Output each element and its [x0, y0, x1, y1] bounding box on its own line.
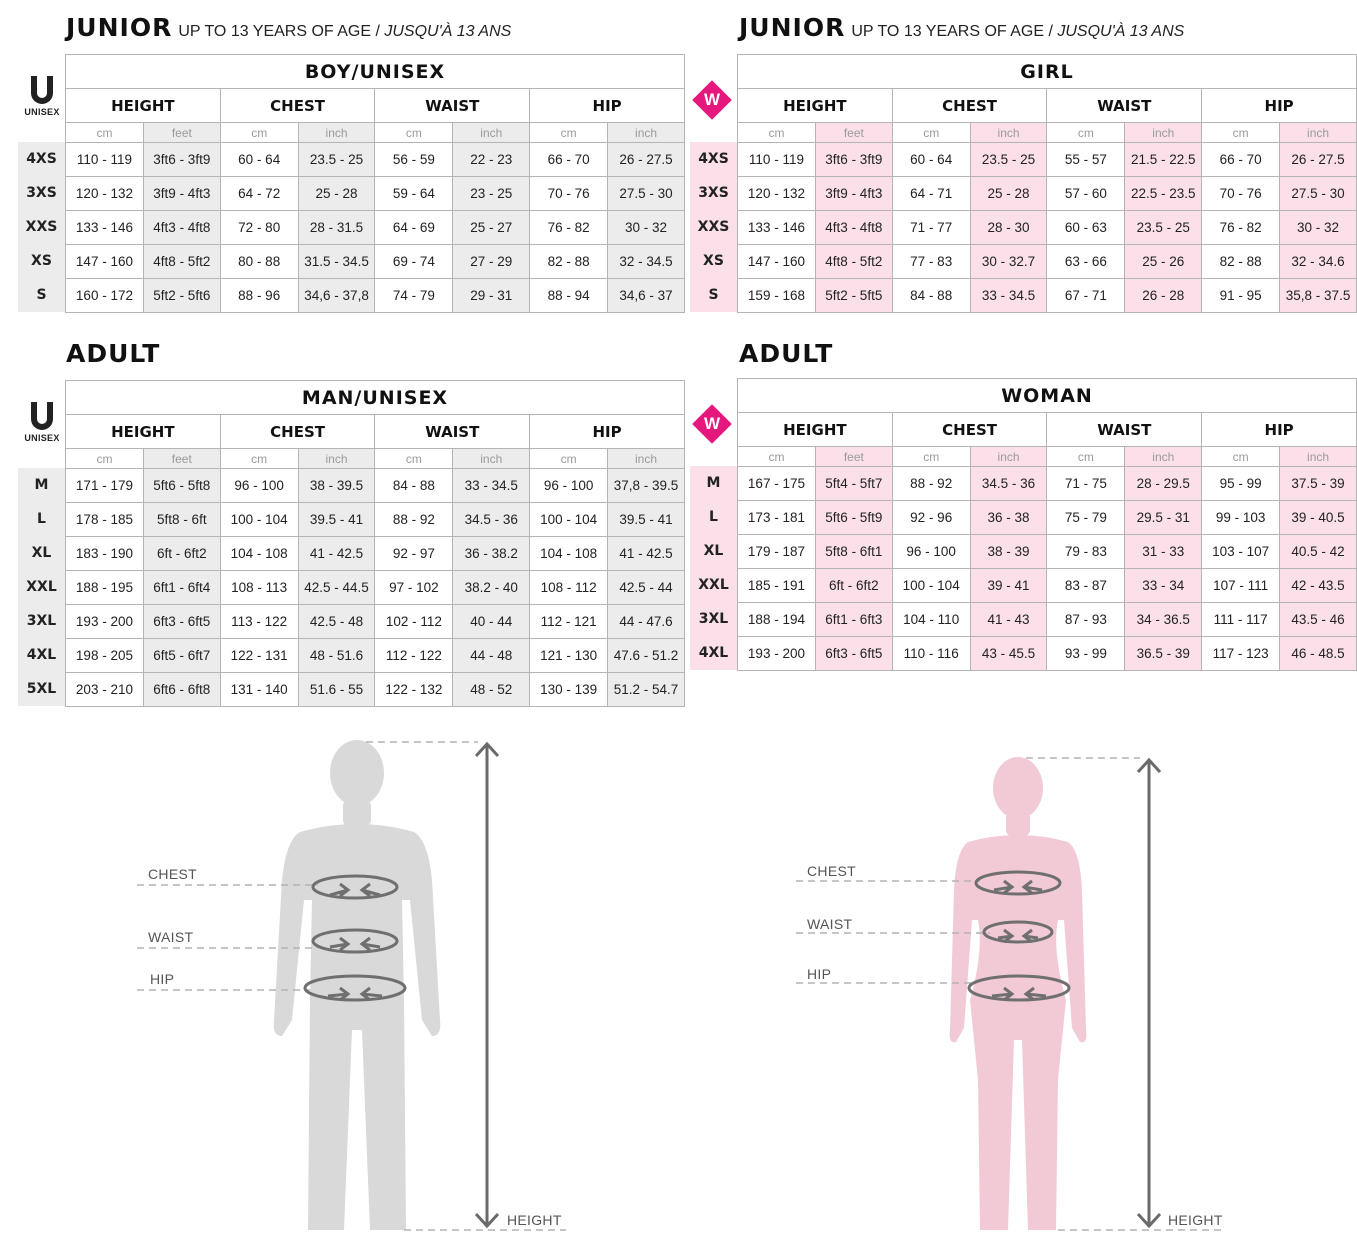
- table-cell: 82 - 88: [1202, 245, 1280, 279]
- female-hip-label: HIP: [807, 966, 832, 982]
- unit-label: cm: [738, 123, 816, 143]
- table-cell: 110 - 119: [66, 143, 144, 177]
- size-label: 4XS: [690, 142, 737, 176]
- table-cell: 41 - 43: [970, 603, 1047, 637]
- unit-label: cm: [1202, 447, 1280, 467]
- table-cell: 147 - 160: [738, 245, 816, 279]
- table-cell: 122 - 132: [375, 673, 453, 707]
- table-cell: 5ft8 - 6ft1: [815, 535, 892, 569]
- unit-label: feet: [143, 123, 220, 143]
- table-cell: 37.5 - 39: [1280, 467, 1357, 501]
- table-cell: 70 - 76: [530, 177, 608, 211]
- table-cell: 36.5 - 39: [1125, 637, 1202, 671]
- unit-label: cm: [220, 123, 298, 143]
- unit-label: cm: [738, 447, 816, 467]
- table-cell: 27.5 - 30: [608, 177, 685, 211]
- size-label: XL: [18, 536, 65, 570]
- table-cell: 6ft6 - 6ft8: [143, 673, 220, 707]
- women-letter: W: [703, 90, 721, 109]
- column-group-hip: HIP: [530, 89, 685, 123]
- table-cell: 28 - 31.5: [298, 211, 375, 245]
- column-group-hip: HIP: [1202, 89, 1357, 123]
- table-cell: 75 - 79: [1047, 501, 1125, 535]
- column-group-waist: WAIST: [375, 89, 530, 123]
- size-label: 3XS: [18, 176, 65, 210]
- table-cell: 108 - 112: [530, 571, 608, 605]
- table-cell: 42 - 43.5: [1280, 569, 1357, 603]
- table-cell: 84 - 88: [892, 279, 970, 313]
- column-group-hip: HIP: [1202, 413, 1357, 447]
- table-cell: 70 - 76: [1202, 177, 1280, 211]
- table-cell: 26 - 27.5: [1280, 143, 1357, 177]
- table-cell: 36 - 38: [970, 501, 1047, 535]
- unit-label: cm: [530, 123, 608, 143]
- table-cell: 64 - 71: [892, 177, 970, 211]
- column-group-waist: WAIST: [1047, 413, 1202, 447]
- size-label: S: [690, 278, 737, 312]
- table-cell: 42.5 - 44.5: [298, 571, 375, 605]
- unit-label: cm: [892, 447, 970, 467]
- table-cell: 100 - 104: [530, 503, 608, 537]
- column-group-height: HEIGHT: [66, 89, 221, 123]
- table-cell: 193 - 200: [738, 637, 816, 671]
- table-cell: 5ft8 - 6ft: [143, 503, 220, 537]
- table-cell: 97 - 102: [375, 571, 453, 605]
- table-cell: 133 - 146: [738, 211, 816, 245]
- unit-label: inch: [453, 123, 530, 143]
- table-cell: 203 - 210: [66, 673, 144, 707]
- unit-label: cm: [1202, 123, 1280, 143]
- size-label: XXS: [18, 210, 65, 244]
- size-label: 4XL: [690, 636, 737, 670]
- table-cell: 84 - 88: [375, 469, 453, 503]
- unit-label: cm: [66, 449, 144, 469]
- unit-label: cm: [1047, 447, 1125, 467]
- size-label: M: [18, 468, 65, 502]
- unit-label: cm: [892, 123, 970, 143]
- table-cell: 29 - 31: [453, 279, 530, 313]
- unit-label: feet: [815, 123, 892, 143]
- table-cell: 167 - 175: [738, 467, 816, 501]
- table-cell: 117 - 123: [1202, 637, 1280, 671]
- unisex-caption: UNISEX: [24, 433, 60, 443]
- table-cell: 160 - 172: [66, 279, 144, 313]
- table-cell: 6ft - 6ft2: [815, 569, 892, 603]
- unit-label: inch: [1280, 123, 1357, 143]
- table-cell: 91 - 95: [1202, 279, 1280, 313]
- table-cell: 27.5 - 30: [1280, 177, 1357, 211]
- table-cell: 59 - 64: [375, 177, 453, 211]
- table-cell: 93 - 99: [1047, 637, 1125, 671]
- table-cell: 60 - 64: [220, 143, 298, 177]
- table-cell: 34 - 36.5: [1125, 603, 1202, 637]
- column-group-height: HEIGHT: [738, 89, 893, 123]
- size-label: XS: [690, 244, 737, 278]
- table-cell: 88 - 92: [375, 503, 453, 537]
- table-cell: 183 - 190: [66, 537, 144, 571]
- unit-label: cm: [1047, 123, 1125, 143]
- table-cell: 3ft9 - 4ft3: [143, 177, 220, 211]
- table-cell: 77 - 83: [892, 245, 970, 279]
- table-cell: 23.5 - 25: [298, 143, 375, 177]
- column-group-waist: WAIST: [1047, 89, 1202, 123]
- table-cell: 171 - 179: [66, 469, 144, 503]
- table-cell: 38 - 39.5: [298, 469, 375, 503]
- table-cell: 38 - 39: [970, 535, 1047, 569]
- table-cell: 4ft8 - 5ft2: [815, 245, 892, 279]
- table-title: WOMAN: [738, 379, 1357, 413]
- size-label: 5XL: [18, 672, 65, 706]
- table-cell: 96 - 100: [892, 535, 970, 569]
- column-group-chest: CHEST: [220, 89, 375, 123]
- size-label: M: [690, 466, 737, 500]
- size-label: XL: [690, 534, 737, 568]
- female-chest-label: CHEST: [807, 863, 856, 879]
- unit-label: inch: [1280, 447, 1357, 467]
- table-cell: 60 - 64: [892, 143, 970, 177]
- unit-label: inch: [298, 123, 375, 143]
- table-cell: 173 - 181: [738, 501, 816, 535]
- size-label: L: [690, 500, 737, 534]
- table-cell: 32 - 34.5: [608, 245, 685, 279]
- table-cell: 92 - 97: [375, 537, 453, 571]
- table-cell: 66 - 70: [530, 143, 608, 177]
- table-title: GIRL: [738, 55, 1357, 89]
- table-cell: 5ft2 - 5ft6: [143, 279, 220, 313]
- table-cell: 39 - 40.5: [1280, 501, 1357, 535]
- female-height-arrow: [1138, 760, 1160, 1226]
- table-cell: 34.5 - 36: [453, 503, 530, 537]
- unit-label: cm: [375, 123, 453, 143]
- table-cell: 88 - 96: [220, 279, 298, 313]
- table-title: MAN/UNISEX: [66, 381, 685, 415]
- table-cell: 95 - 99: [1202, 467, 1280, 501]
- unit-label: feet: [143, 449, 220, 469]
- table-cell: 88 - 94: [530, 279, 608, 313]
- table-cell: 23 - 25: [453, 177, 530, 211]
- women-letter: W: [703, 414, 721, 433]
- table-cell: 69 - 74: [375, 245, 453, 279]
- table-cell: 25 - 26: [1125, 245, 1202, 279]
- table-cell: 33 - 34.5: [970, 279, 1047, 313]
- table-cell: 64 - 69: [375, 211, 453, 245]
- table-cell: 71 - 75: [1047, 467, 1125, 501]
- table-cell: 107 - 111: [1202, 569, 1280, 603]
- table-cell: 100 - 104: [892, 569, 970, 603]
- size-label: 4XS: [18, 142, 65, 176]
- table-cell: 6ft1 - 6ft4: [143, 571, 220, 605]
- table-cell: 108 - 113: [220, 571, 298, 605]
- table-cell: 48 - 51.6: [298, 639, 375, 673]
- size-label: XXL: [690, 568, 737, 602]
- table-cell: 159 - 168: [738, 279, 816, 313]
- table-cell: 133 - 146: [66, 211, 144, 245]
- unit-label: cm: [375, 449, 453, 469]
- table-cell: 87 - 93: [1047, 603, 1125, 637]
- table-cell: 188 - 194: [738, 603, 816, 637]
- table-cell: 104 - 108: [220, 537, 298, 571]
- table-cell: 51.6 - 55: [298, 673, 375, 707]
- table-cell: 39.5 - 41: [608, 503, 685, 537]
- size-label: XXS: [690, 210, 737, 244]
- table-cell: 102 - 112: [375, 605, 453, 639]
- table-cell: 22 - 23: [453, 143, 530, 177]
- table-cell: 39 - 41: [970, 569, 1047, 603]
- table-cell: 3ft9 - 4ft3: [815, 177, 892, 211]
- table-cell: 25 - 28: [970, 177, 1047, 211]
- table-cell: 34.5 - 36: [970, 467, 1047, 501]
- table-cell: 26 - 28: [1125, 279, 1202, 313]
- table-cell: 112 - 122: [375, 639, 453, 673]
- table-cell: 34,6 - 37,8: [298, 279, 375, 313]
- table-cell: 60 - 63: [1047, 211, 1125, 245]
- table-cell: 32 - 34.6: [1280, 245, 1357, 279]
- table-cell: 193 - 200: [66, 605, 144, 639]
- size-label: 3XL: [18, 604, 65, 638]
- unit-label: inch: [970, 447, 1047, 467]
- table-cell: 5ft6 - 5ft8: [143, 469, 220, 503]
- table-cell: 63 - 66: [1047, 245, 1125, 279]
- table-title: BOY/UNISEX: [66, 55, 685, 89]
- table-cell: 76 - 82: [1202, 211, 1280, 245]
- male-figure: [274, 740, 441, 1230]
- unit-label: inch: [608, 123, 685, 143]
- table-cell: 179 - 187: [738, 535, 816, 569]
- table-cell: 6ft5 - 6ft7: [143, 639, 220, 673]
- table-cell: 35,8 - 37.5: [1280, 279, 1357, 313]
- unit-label: feet: [815, 447, 892, 467]
- table-cell: 198 - 205: [66, 639, 144, 673]
- column-group-chest: CHEST: [220, 415, 375, 449]
- column-group-hip: HIP: [530, 415, 685, 449]
- table-cell: 6ft - 6ft2: [143, 537, 220, 571]
- column-group-waist: WAIST: [375, 415, 530, 449]
- table-cell: 42.5 - 48: [298, 605, 375, 639]
- unit-label: cm: [220, 449, 298, 469]
- size-label: S: [18, 278, 65, 312]
- table-cell: 83 - 87: [1047, 569, 1125, 603]
- size-label: 3XS: [690, 176, 737, 210]
- subtitle-en: UP TO 13 YEARS OF AGE /: [178, 23, 385, 40]
- table-cell: 113 - 122: [220, 605, 298, 639]
- table-cell: 3ft6 - 3ft9: [143, 143, 220, 177]
- table-cell: 41 - 42.5: [608, 537, 685, 571]
- table-cell: 6ft1 - 6ft3: [815, 603, 892, 637]
- unisex-caption: UNISEX: [24, 107, 60, 117]
- column-group-chest: CHEST: [892, 89, 1047, 123]
- table-cell: 31.5 - 34.5: [298, 245, 375, 279]
- unit-label: inch: [1125, 123, 1202, 143]
- table-cell: 6ft3 - 6ft5: [815, 637, 892, 671]
- table-cell: 29.5 - 31: [1125, 501, 1202, 535]
- table-cell: 88 - 92: [892, 467, 970, 501]
- table-cell: 23.5 - 25: [1125, 211, 1202, 245]
- male-waist-label: WAIST: [148, 929, 194, 945]
- table-cell: 66 - 70: [1202, 143, 1280, 177]
- table-cell: 120 - 132: [66, 177, 144, 211]
- table-cell: 4ft3 - 4ft8: [143, 211, 220, 245]
- male-height-label: HEIGHT: [507, 1212, 562, 1228]
- table-cell: 43.5 - 46: [1280, 603, 1357, 637]
- table-cell: 6ft3 - 6ft5: [143, 605, 220, 639]
- table-cell: 67 - 71: [1047, 279, 1125, 313]
- table-cell: 5ft4 - 5ft7: [815, 467, 892, 501]
- table-cell: 57 - 60: [1047, 177, 1125, 211]
- unit-label: inch: [453, 449, 530, 469]
- table-cell: 40 - 44: [453, 605, 530, 639]
- table-cell: 131 - 140: [220, 673, 298, 707]
- table-cell: 33 - 34.5: [453, 469, 530, 503]
- table-cell: 122 - 131: [220, 639, 298, 673]
- male-height-arrow: [476, 744, 498, 1226]
- table-cell: 112 - 121: [530, 605, 608, 639]
- table-cell: 42.5 - 44: [608, 571, 685, 605]
- table-cell: 178 - 185: [66, 503, 144, 537]
- table-cell: 5ft2 - 5ft5: [815, 279, 892, 313]
- table-cell: 3ft6 - 3ft9: [815, 143, 892, 177]
- table-cell: 26 - 27.5: [608, 143, 685, 177]
- size-label: XS: [18, 244, 65, 278]
- table-cell: 25 - 28: [298, 177, 375, 211]
- table-cell: 33 - 34: [1125, 569, 1202, 603]
- male-chest-label: CHEST: [148, 866, 197, 882]
- table-cell: 64 - 72: [220, 177, 298, 211]
- table-cell: 79 - 83: [1047, 535, 1125, 569]
- section-title: JUNIOR: [66, 13, 173, 42]
- table-cell: 36 - 38.2: [453, 537, 530, 571]
- table-cell: 44 - 48: [453, 639, 530, 673]
- table-cell: 121 - 130: [530, 639, 608, 673]
- table-cell: 104 - 110: [892, 603, 970, 637]
- male-hip-label: HIP: [150, 971, 175, 987]
- table-cell: 120 - 132: [738, 177, 816, 211]
- table-cell: 47.6 - 51.2: [608, 639, 685, 673]
- table-cell: 96 - 100: [220, 469, 298, 503]
- subtitle-en: UP TO 13 YEARS OF AGE /: [851, 23, 1058, 40]
- table-cell: 28 - 30: [970, 211, 1047, 245]
- table-cell: 51.2 - 54.7: [608, 673, 685, 707]
- table-cell: 55 - 57: [1047, 143, 1125, 177]
- table-cell: 22.5 - 23.5: [1125, 177, 1202, 211]
- table-cell: 130 - 139: [530, 673, 608, 707]
- table-cell: 23.5 - 25: [970, 143, 1047, 177]
- table-cell: 44 - 47.6: [608, 605, 685, 639]
- table-cell: 185 - 191: [738, 569, 816, 603]
- table-cell: 48 - 52: [453, 673, 530, 707]
- unit-label: cm: [530, 449, 608, 469]
- table-cell: 76 - 82: [530, 211, 608, 245]
- section-title: ADULT: [739, 339, 834, 368]
- table-cell: 30 - 32: [1280, 211, 1357, 245]
- table-cell: 4ft8 - 5ft2: [143, 245, 220, 279]
- column-group-chest: CHEST: [892, 413, 1047, 447]
- table-cell: 99 - 103: [1202, 501, 1280, 535]
- unit-label: inch: [970, 123, 1047, 143]
- female-height-label: HEIGHT: [1168, 1212, 1223, 1228]
- table-cell: 40.5 - 42: [1280, 535, 1357, 569]
- table-cell: 30 - 32: [608, 211, 685, 245]
- unit-label: inch: [1125, 447, 1202, 467]
- table-cell: 25 - 27: [453, 211, 530, 245]
- table-cell: 110 - 116: [892, 637, 970, 671]
- table-cell: 82 - 88: [530, 245, 608, 279]
- table-cell: 96 - 100: [530, 469, 608, 503]
- table-cell: 37,8 - 39.5: [608, 469, 685, 503]
- table-cell: 4ft3 - 4ft8: [815, 211, 892, 245]
- table-cell: 92 - 96: [892, 501, 970, 535]
- table-cell: 43 - 45.5: [970, 637, 1047, 671]
- size-label: L: [18, 502, 65, 536]
- table-cell: 104 - 108: [530, 537, 608, 571]
- table-cell: 188 - 195: [66, 571, 144, 605]
- subtitle-fr: JUSQU'À 13 ANS: [1057, 23, 1185, 40]
- table-cell: 71 - 77: [892, 211, 970, 245]
- table-cell: 56 - 59: [375, 143, 453, 177]
- section-title: JUNIOR: [739, 13, 846, 42]
- size-label: XXL: [18, 570, 65, 604]
- table-cell: 41 - 42.5: [298, 537, 375, 571]
- column-group-height: HEIGHT: [66, 415, 221, 449]
- unit-label: inch: [298, 449, 375, 469]
- table-cell: 34,6 - 37: [608, 279, 685, 313]
- table-cell: 28 - 29.5: [1125, 467, 1202, 501]
- table-cell: 100 - 104: [220, 503, 298, 537]
- table-cell: 103 - 107: [1202, 535, 1280, 569]
- table-cell: 39.5 - 41: [298, 503, 375, 537]
- subtitle-fr: JUSQU'À 13 ANS: [384, 23, 512, 40]
- column-group-height: HEIGHT: [738, 413, 893, 447]
- table-cell: 38.2 - 40: [453, 571, 530, 605]
- unit-label: cm: [66, 123, 144, 143]
- size-label: 4XL: [18, 638, 65, 672]
- table-cell: 46 - 48.5: [1280, 637, 1357, 671]
- unit-label: inch: [608, 449, 685, 469]
- table-cell: 72 - 80: [220, 211, 298, 245]
- section-title: ADULT: [66, 339, 161, 368]
- table-cell: 27 - 29: [453, 245, 530, 279]
- table-cell: 74 - 79: [375, 279, 453, 313]
- table-cell: 147 - 160: [66, 245, 144, 279]
- table-cell: 5ft6 - 5ft9: [815, 501, 892, 535]
- table-cell: 30 - 32.7: [970, 245, 1047, 279]
- table-cell: 110 - 119: [738, 143, 816, 177]
- size-label: 3XL: [690, 602, 737, 636]
- table-cell: 111 - 117: [1202, 603, 1280, 637]
- female-waist-label: WAIST: [807, 916, 853, 932]
- table-cell: 80 - 88: [220, 245, 298, 279]
- table-cell: 21.5 - 22.5: [1125, 143, 1202, 177]
- table-cell: 31 - 33: [1125, 535, 1202, 569]
